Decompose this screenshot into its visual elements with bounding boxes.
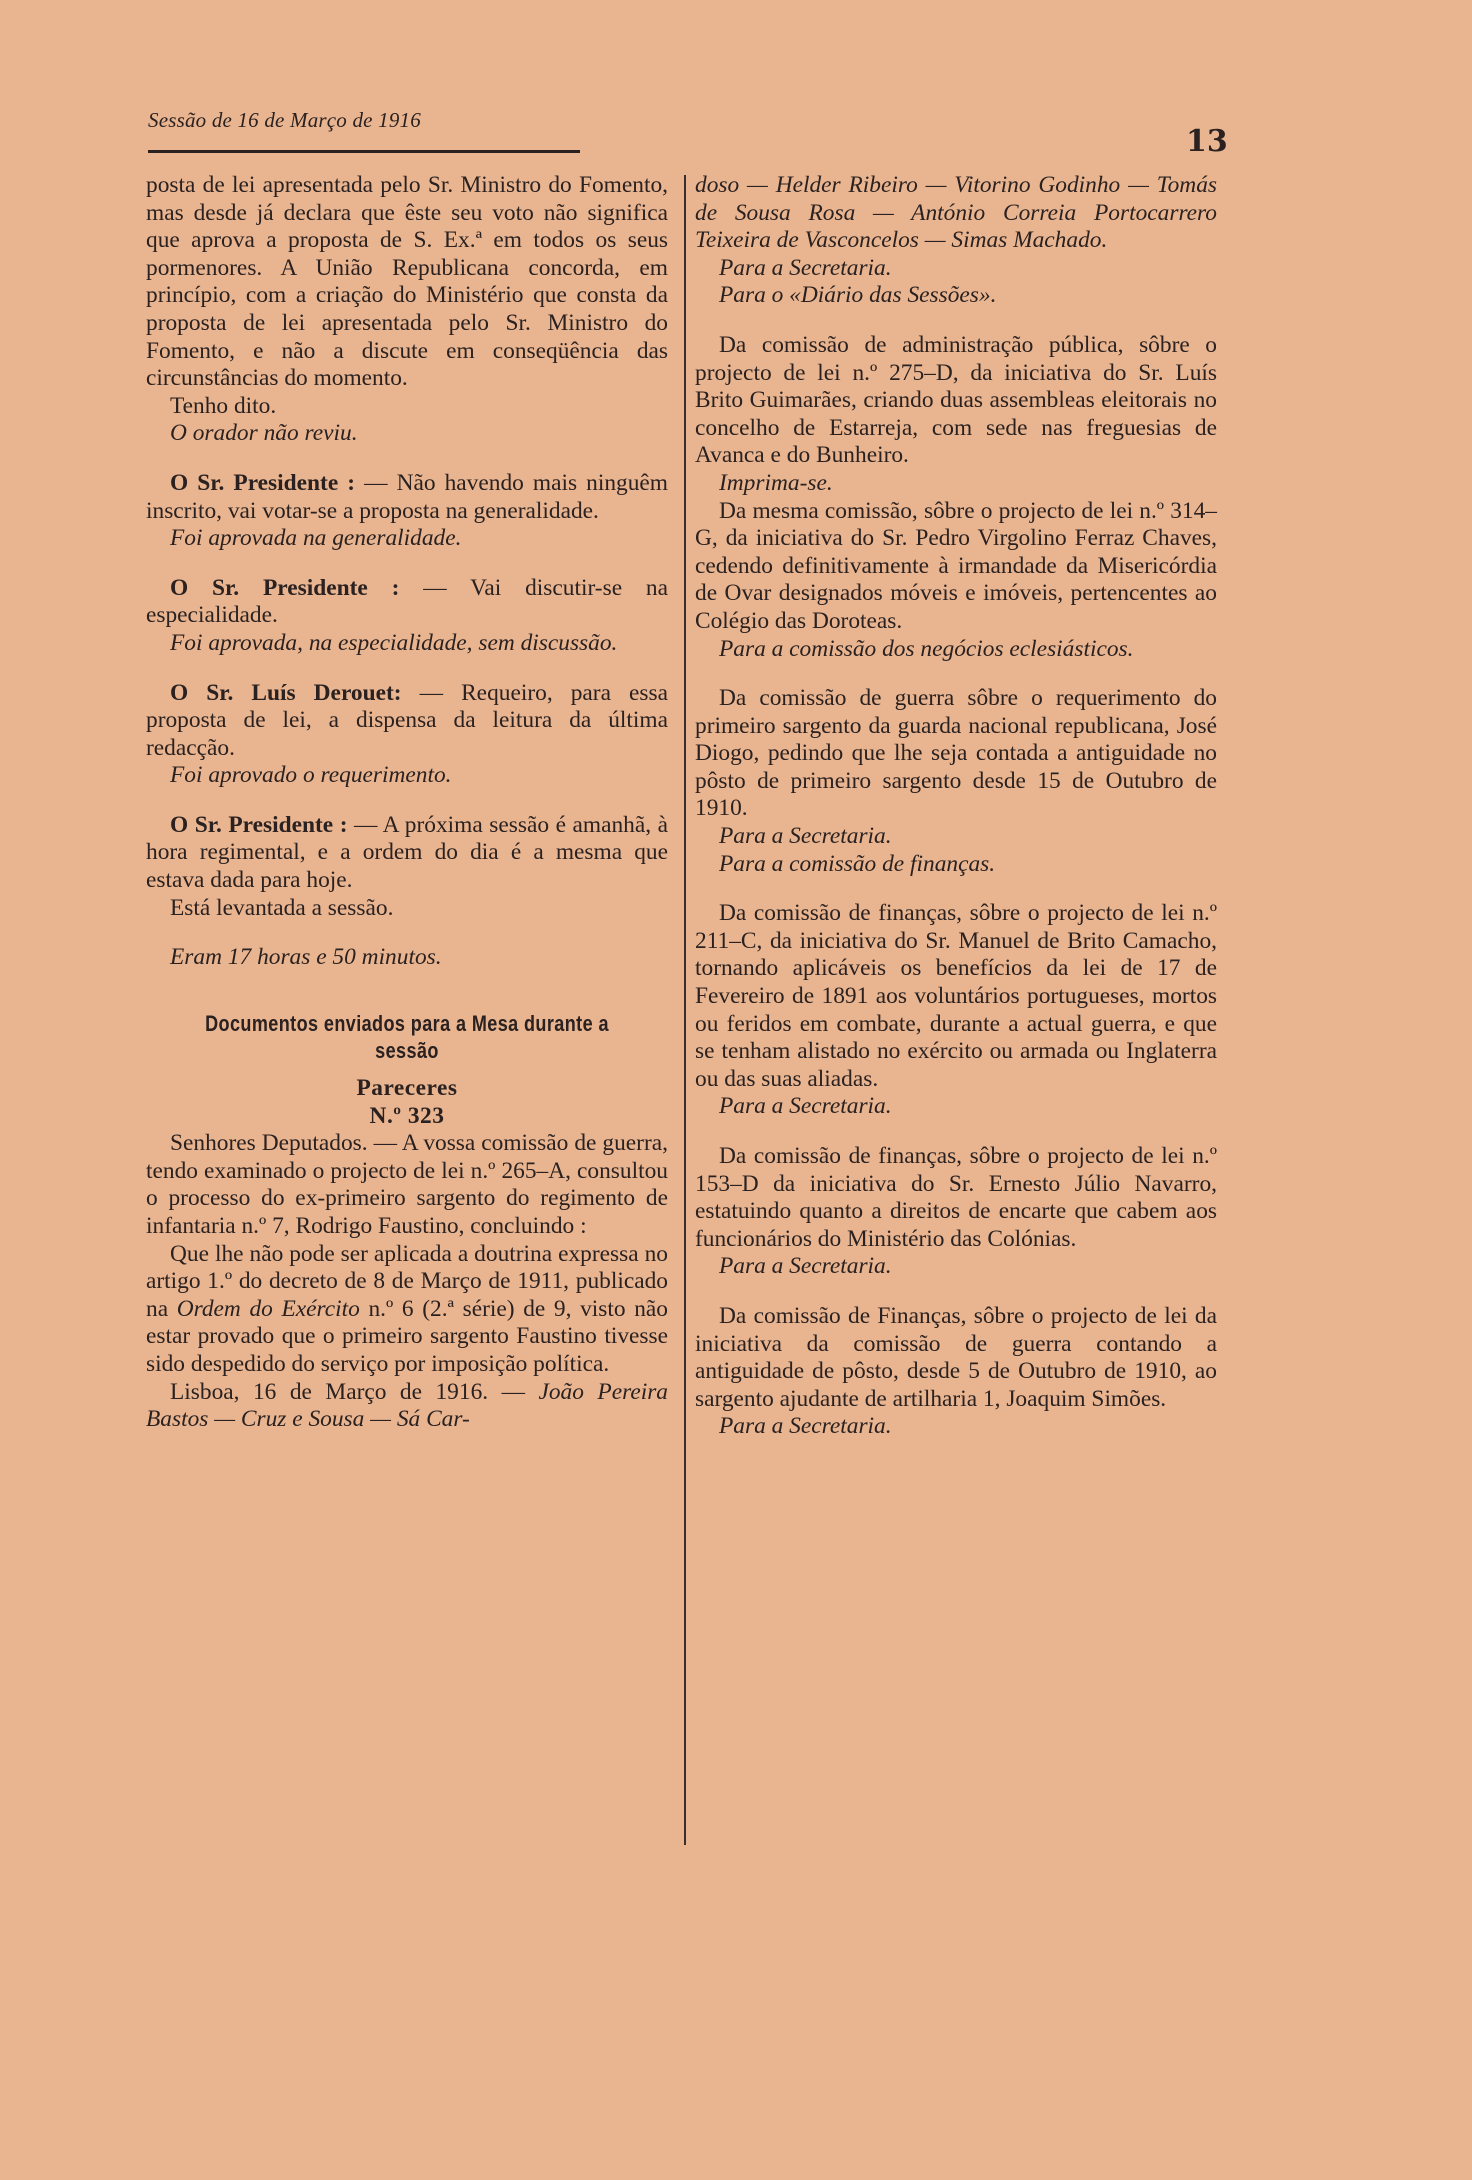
paragraph: [146, 812, 668, 895]
editorial-note: O orador não reviu.: [170, 420, 358, 447]
editorial-note: Foi aprovada, na especialidade, sem discussão.: [170, 629, 618, 656]
paragraph: [146, 575, 668, 630]
speech-text: — Vai discutir-se na especialidade.: [146, 574, 668, 629]
editorial-note: Para a Secretaria.: [719, 1413, 892, 1440]
document-number: N.º 323: [369, 1102, 445, 1129]
speech-text: — Não havendo mais ninguêm inscrito, vai votar-se a proposta na generalidade.: [146, 469, 668, 524]
editorial-note: Para a comissão de finanças.: [719, 850, 996, 877]
speech-text: — Requeiro, para essa proposta de lei, a dispensa da leitura da última redacção.: [146, 679, 669, 761]
editorial-note: Para a comissão dos negócios eclesiásticos.: [719, 635, 1134, 662]
speaker-name: O Sr. Presidente :: [170, 574, 400, 601]
editorial-note: Para a Secretaria.: [719, 1253, 892, 1280]
paragraph: Da comissão de finanças, sôbre o projecto de lei n.º 211–C, da iniciativa do Sr. Manuel de Brito Camacho, tornando aplicáveis os benefícios da lei de 17 de Fevereiro de 1891 aos voluntários portugueses, mortos ou feridos em combate, durante a actual guerra, e que se tenham alistado no exército ou armada ou Inglaterra ou das suas aliadas.: [695, 900, 1217, 1092]
paragraph: posta de lei apresentada pelo Sr. Ministro do Fomento, mas desde já declara que êste seu voto não significa que aprova a proposta de S. Ex.ª em todos os seus pormenores. A União Republicana concorda, em princípio, com a criação do Ministério que consta da proposta de lei apresentada pelo Sr. Ministro do Fomento, e não a discute em conseqüência das circunstâncias do momento.: [146, 172, 668, 392]
page-number: 13: [1186, 124, 1228, 159]
left-column: [146, 172, 668, 1434]
paragraph: Está levantada a sessão.: [170, 894, 394, 921]
editorial-note: Para a Secretaria.: [719, 823, 892, 850]
paragraph: Tenho dito.: [170, 392, 277, 419]
closing-time-note: Eram 17 horas e 50 minutos.: [170, 944, 442, 971]
speech-text: — A próxima sessão é amanhã, à hora regimental, e a ordem do dia é a mesma que estava dada para hoje.: [146, 811, 668, 894]
section-title: Documentos enviados para a Mesa durante a sessão: [205, 1010, 609, 1064]
signatories: doso — Helder Ribeiro — Vitorino Godinho — Tomás de Sousa Rosa — António Correia Portocarrero Teixeira de Vasconcelos — Simas Machado.: [695, 172, 1217, 254]
paragraph: Da comissão de guerra sôbre o requerimento do primeiro sargento da guarda nacional republicana, José Diogo, pedindo que lhe seja contada a antiguidade no pôsto de primeiro sargento desde 15 de Outubro de 1910.: [695, 685, 1217, 822]
paragraph: [146, 680, 668, 763]
editorial-note: Para a Secretaria.: [719, 254, 892, 281]
editorial-note: Imprima-se.: [719, 469, 833, 496]
header-rule: [148, 150, 580, 153]
speaker-name: O Sr. Presidente :: [170, 469, 356, 496]
signature-paragraph: Lisboa, 16 de Março de 1916. — João Pereira Bastos — Cruz e Sousa — Sá Car-: [146, 1378, 668, 1433]
speaker-name: O Sr. Luís Derouet:: [170, 679, 402, 706]
paragraph: Da comissão de administração pública, sôbre o projecto de lei n.º 275–D, da iniciativa do Sr. Luís Brito Guimarães, criando duas assembleas eleitorais no concelho de Estarreja, com sede nas freguesias de Avanca e do Bunheiro.: [695, 331, 1217, 469]
editorial-note: Foi aprovado o requerimento.: [170, 762, 452, 789]
paragraph: Senhores Deputados. — A vossa comissão de guerra, tendo examinado o projecto de lei n.º 265–A, consultou o processo do ex-primeiro sargento do regimento de infantaria n.º 7, Rodrigo Faustino, concluindo :: [146, 1130, 668, 1239]
paragraph: Da mesma comissão, sôbre o projecto de lei n.º 314–G, da iniciativa do Sr. Pedro Virgolino Ferraz Chaves, cedendo definitivamente à irmandade da Misericórdia de Ovar designados móveis e imóveis, pertencentes ao Colégio das Doroteas.: [695, 497, 1217, 634]
right-column: [685, 172, 1217, 1441]
paragraph: Que lhe não pode ser aplicada a doutrina expressa no artigo 1.º do decreto de 8 de Março de 1911, publicado na Ordem do Exército n.º 6 (2.ª série) de 9, visto não estar provado que o primeiro sargento Faustino tivesse sido despedido do serviço por imposição política.: [146, 1240, 669, 1377]
speaker-name: O Sr. Presidente :: [170, 811, 348, 838]
editorial-note: Para a Secretaria.: [719, 1093, 892, 1120]
subsection-title: Pareceres: [356, 1075, 458, 1102]
editorial-note: Para o «Diário das Sessões».: [719, 282, 997, 309]
paragraph: [146, 470, 668, 525]
paragraph: Da comissão de finanças, sôbre o projecto de lei n.º 153–D da iniciativa do Sr. Ernesto Júlio Navarro, estatuindo quanto a direitos de encarte que cabem aos funcionários do Ministério das Colónias.: [695, 1143, 1217, 1252]
running-title: Sessão de 16 de Março de 1916: [148, 108, 421, 132]
paragraph: Da comissão de Finanças, sôbre o projecto de lei da iniciativa da comissão de guerra contando a antiguidade de pôsto, desde 5 de Outubro de 1910, ao sargento ajudante de artilharia 1, Joaquim Simões.: [695, 1302, 1217, 1412]
editorial-note: Foi aprovada na generalidade.: [170, 525, 462, 552]
